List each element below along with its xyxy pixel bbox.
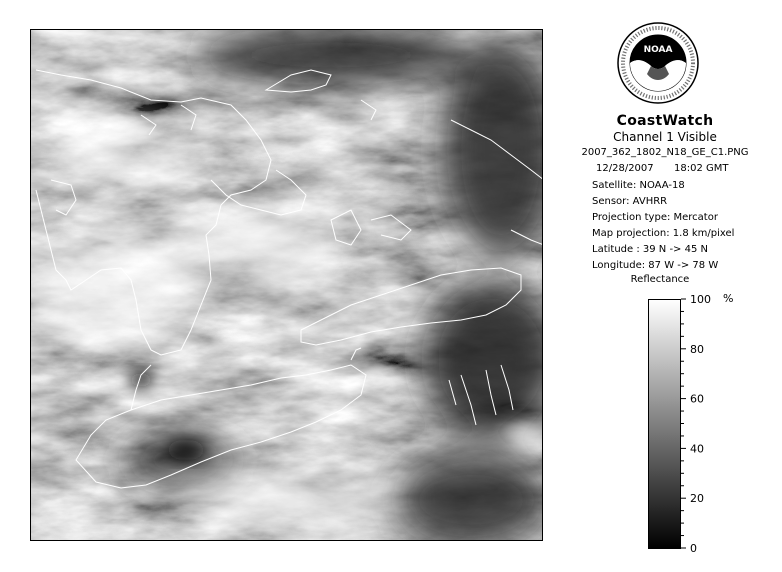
colorbar-tick-label: 100 <box>690 293 711 306</box>
latitude-label: Latitude : 39 N -> 45 N <box>592 244 708 255</box>
colorbar-gradient <box>648 299 681 549</box>
map-projection-label: Map projection: 1.8 km/pixel <box>592 228 735 239</box>
date-value: 12/28/2007 <box>596 163 654 174</box>
colorbar-tick-label: 80 <box>690 342 704 356</box>
colorbar-unit: % <box>723 292 734 305</box>
colorbar-tick-label: 60 <box>690 392 704 406</box>
longitude-label: Longitude: 87 W -> 78 W <box>592 260 719 271</box>
brand-title: CoastWatch <box>616 113 714 129</box>
satellite-label: Satellite: NOAA-18 <box>592 180 685 191</box>
colorbar-tick-label: 0 <box>690 542 697 555</box>
time-value: 18:02 GMT <box>674 163 729 174</box>
channel-label: Channel 1 Visible <box>613 130 717 144</box>
datetime-line <box>596 163 729 174</box>
colorbar-title: Reflectance <box>630 274 690 285</box>
noaa-logo <box>617 22 699 104</box>
sensor-label: Sensor: AVHRR <box>592 196 668 207</box>
satellite-image <box>30 29 543 541</box>
colorbar-tick-label: 40 <box>690 442 704 456</box>
cloud-imagery <box>31 30 543 541</box>
filename-label: 2007_362_1802_N18_GE_C1.PNG <box>581 147 749 158</box>
colorbar-axis <box>681 290 761 560</box>
noaa-logo-text: NOAA <box>643 45 673 55</box>
colorbar-tick-label: 20 <box>690 492 704 506</box>
projection-type-label: Projection type: Mercator <box>592 212 718 223</box>
